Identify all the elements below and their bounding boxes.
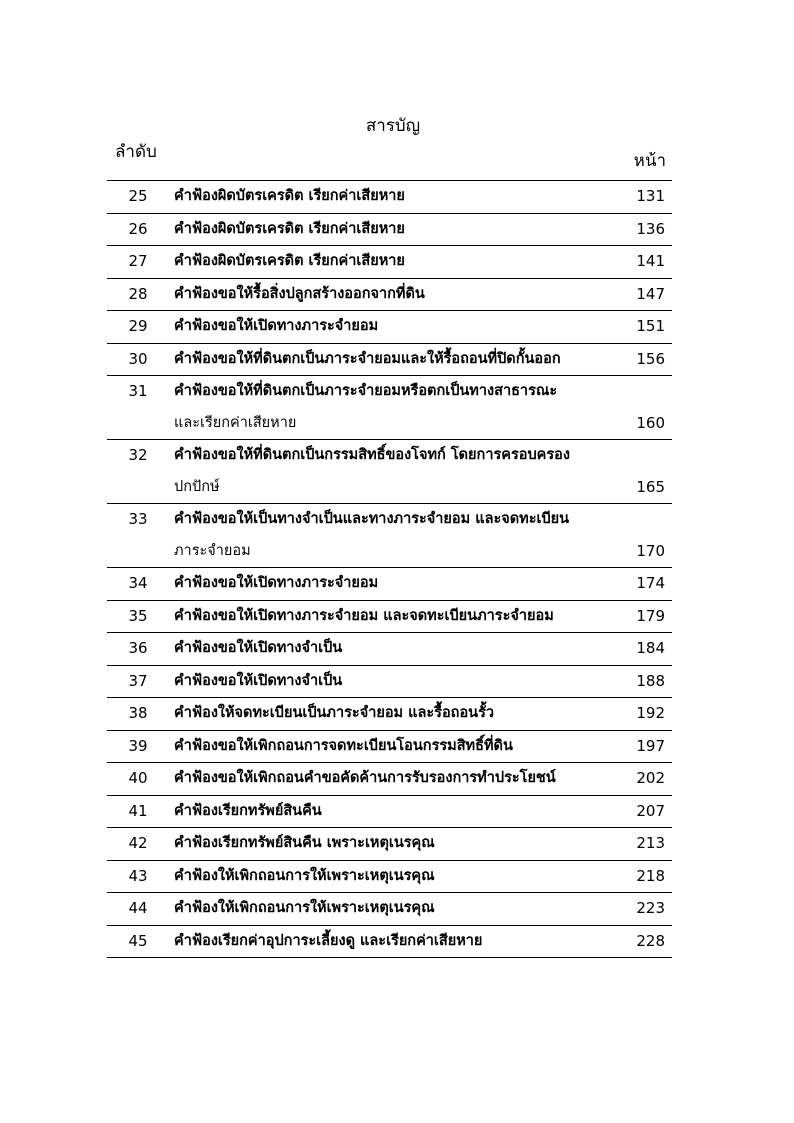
toc-entry-page: 207 <box>636 801 665 820</box>
toc-entry-title: คำฟ้องเรียกทรัพย์สินคืน เพราะเหตุเนรคุณ <box>174 835 435 851</box>
toc-entry-page: 131 <box>636 187 665 205</box>
toc-entry-page: 170 <box>636 541 665 560</box>
toc-entry-title: คำฟ้องขอให้ที่ดินตกเป็นภาระจำยอมหรือตกเป็นทางสาธารณะ และเรียกค่าเสียหาย <box>174 383 558 431</box>
toc-entry-title: คำฟ้องขอให้เปิดทางจำเป็น <box>174 672 343 689</box>
toc-entry-page: 156 <box>636 349 665 368</box>
toc-entry-title: คำฟ้องเรียกค่าอุปการะเลี้ยงดู และเรียกค่าเสียหาย <box>174 932 483 949</box>
column-header-order: ลำดับ <box>115 142 157 162</box>
toc-entry-number: 38 <box>128 704 148 722</box>
toc-entry-number: 34 <box>128 574 148 592</box>
toc-entry-page: 141 <box>636 252 665 270</box>
toc-entry-page: 179 <box>636 606 665 625</box>
toc-entry-page: 192 <box>636 704 665 722</box>
toc-entry-number: 33 <box>128 510 148 528</box>
toc-entry-page: 197 <box>636 736 665 755</box>
toc-entry-number: 35 <box>128 606 148 625</box>
toc-row-29[interactable] <box>107 311 672 344</box>
toc-entry-page: 136 <box>636 219 665 238</box>
page-title: สารบัญ <box>365 116 421 136</box>
toc-entry-number: 41 <box>128 801 148 820</box>
toc-row-43[interactable] <box>107 861 672 894</box>
toc-entry-title: คำฟ้องขอให้เปิดทางภาระจำยอม <box>174 318 379 334</box>
toc-entry-title: คำฟ้องขอให้เปิดทางจำเป็น <box>174 640 343 656</box>
toc-entry-number: 36 <box>128 639 148 657</box>
toc-entry-number: 27 <box>128 252 148 270</box>
toc-entry-page: 147 <box>636 284 665 303</box>
toc-row-39[interactable] <box>107 731 672 764</box>
toc-entry-number: 40 <box>128 769 148 787</box>
toc-entry-number: 30 <box>128 349 148 368</box>
toc-entry-title: คำฟ้องให้เพิกถอนการให้เพราะเหตุเนรคุณ <box>174 900 435 916</box>
toc-entry-title: คำฟ้องขอให้เปิดทางภาระจำยอม <box>174 575 379 591</box>
toc-entry-title: คำฟ้องให้จดทะเบียนเป็นภาระจำยอม และรื้อถอนรั้ว <box>174 705 495 721</box>
toc-entry-number: 31 <box>128 382 148 400</box>
toc-entry-title: คำฟ้องให้เพิกถอนการให้เพราะเหตุเนรคุณ <box>174 867 435 884</box>
toc-entry-number: 44 <box>128 899 148 917</box>
toc-entry-page: 213 <box>636 834 665 852</box>
toc-entry-page: 160 <box>636 413 665 432</box>
toc-entry-page: 174 <box>636 574 665 592</box>
toc-entry-title: คำฟ้องขอให้เป็นทางจำเป็นและทางภาระจำยอม และจดทะเบียน ภาระจำยอม <box>174 511 570 559</box>
toc-row-28[interactable] <box>107 279 672 312</box>
toc-entry-page: 228 <box>636 931 665 950</box>
toc-row-33[interactable] <box>107 504 672 568</box>
toc-entry-title: คำฟ้องขอให้เพิกถอนคำขอคัดค้านการรับรองการทำประโยชน์ <box>174 770 556 786</box>
toc-row-36[interactable] <box>107 633 672 666</box>
toc-entry-number: 29 <box>128 317 148 335</box>
toc-entry-title: คำฟ้องขอให้เพิกถอนการจดทะเบียนโอนกรรมสิทธิ์ที่ดิน <box>174 737 513 754</box>
toc-entry-title: คำฟ้องเรียกทรัพย์สินคืน <box>174 802 322 819</box>
toc-entry-number: 43 <box>128 866 148 885</box>
toc-entry-number: 28 <box>128 284 148 303</box>
toc-row-38[interactable] <box>107 698 672 731</box>
toc-entry-title: คำฟ้องขอให้รื้อสิ่งปลูกสร้างออกจากที่ดิน <box>174 285 425 302</box>
toc-row-41[interactable] <box>107 796 672 829</box>
toc-entry-page: 165 <box>636 477 665 496</box>
toc-entry-title: คำฟ้องขอให้ที่ดินตกเป็นภาระจำยอมและให้รื้อถอนที่ปิดกั้นออก <box>174 350 561 367</box>
toc-entry-page: 188 <box>636 671 665 690</box>
toc-entry-page: 151 <box>636 317 665 335</box>
toc-entry-title: คำฟ้องผิดบัตรเครดิต เรียกค่าเสียหาย <box>174 188 405 204</box>
toc-row-42[interactable] <box>107 828 672 861</box>
toc-entry-page: 184 <box>636 639 665 657</box>
toc-row-27[interactable] <box>107 246 672 279</box>
toc-row-30[interactable] <box>107 344 672 377</box>
toc-entry-number: 26 <box>128 219 148 238</box>
toc-row-45[interactable] <box>107 926 672 959</box>
column-header-page: หน้า <box>633 151 666 171</box>
toc-entry-page: 202 <box>636 769 665 787</box>
toc-entry-title: คำฟ้องขอให้เปิดทางภาระจำยอม และจดทะเบียนภาระจำยอม <box>174 607 554 624</box>
toc-entry-title: คำฟ้องผิดบัตรเครดิต เรียกค่าเสียหาย <box>174 253 405 269</box>
toc-row-34[interactable] <box>107 568 672 601</box>
toc-entry-number: 42 <box>128 834 148 852</box>
toc-entry-title: คำฟ้องขอให้ที่ดินตกเป็นกรรมสิทธิ์ของโจทก์ โดยการครอบครอง ปกปักษ์ <box>174 447 570 495</box>
toc-row-32[interactable] <box>107 440 672 504</box>
toc-entry-number: 32 <box>128 446 148 464</box>
toc-entry-title: คำฟ้องผิดบัตรเครดิต เรียกค่าเสียหาย <box>174 220 405 237</box>
toc-entry-number: 45 <box>128 931 148 950</box>
toc-entry-page: 218 <box>636 866 665 885</box>
toc-row-25[interactable] <box>107 181 672 214</box>
toc-entry-number: 39 <box>128 736 148 755</box>
table-of-contents <box>107 180 672 958</box>
toc-row-35[interactable] <box>107 601 672 634</box>
toc-row-31[interactable] <box>107 376 672 440</box>
toc-row-37[interactable] <box>107 666 672 699</box>
toc-entry-number: 25 <box>128 187 148 205</box>
toc-entry-number: 37 <box>128 671 148 690</box>
toc-row-44[interactable] <box>107 893 672 926</box>
toc-row-26[interactable] <box>107 214 672 247</box>
toc-row-40[interactable] <box>107 763 672 796</box>
toc-entry-page: 223 <box>636 899 665 917</box>
